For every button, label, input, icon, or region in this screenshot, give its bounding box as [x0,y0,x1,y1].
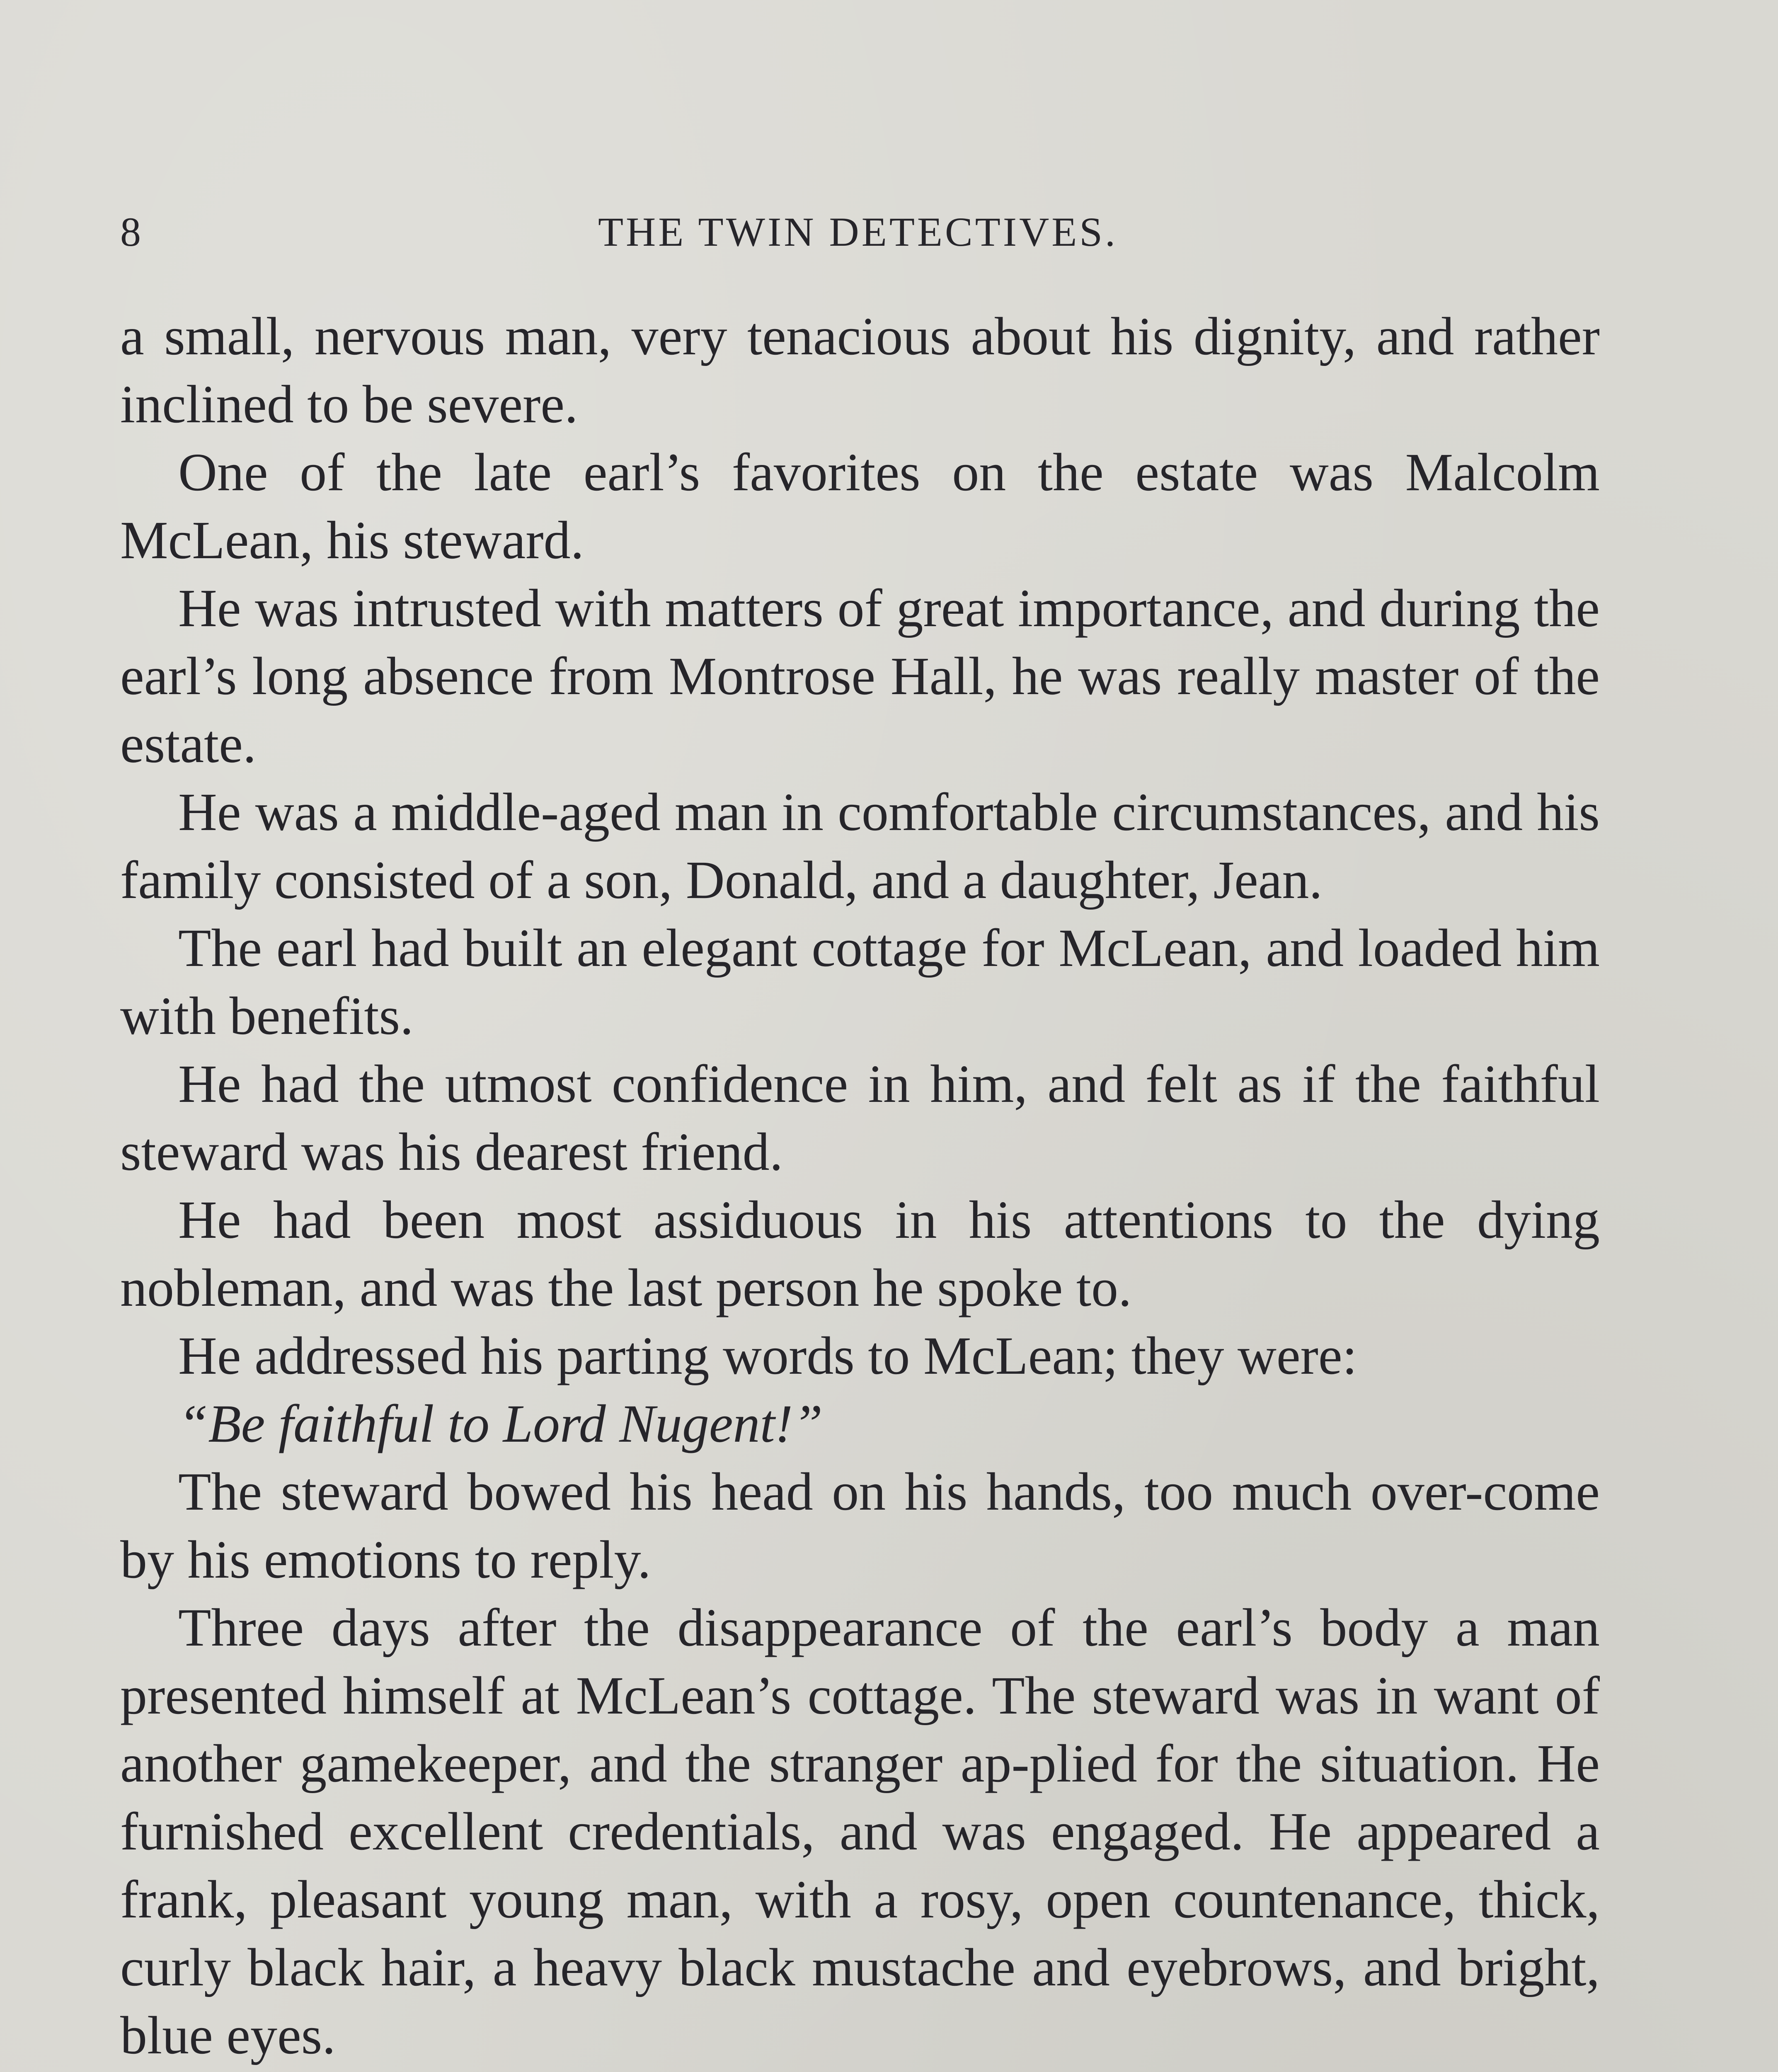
paragraph [120,2070,1600,2072]
paragraph: He had the utmost confidence in him, and felt as if the faithful steward was his dearest friend. [120,1054,1600,1182]
paragraph: He had been most assiduous in his attentions to the dying nobleman, and was the last person he spoke to. [120,1190,1600,1318]
running-title: THE TWIN DETECTIVES. [598,209,1118,255]
body-text [120,303,1600,2072]
page-number: 8 [120,209,141,255]
paragraph: “Be faithful to Lord Nugent!” [178,1394,823,1454]
paragraph: One of the late earl’s favorites on the estate was Malcolm McLean, his steward. [120,443,1600,570]
paragraph: a small, nervous man, very tenacious about his dignity, and rather inclined to be severe. [120,307,1600,434]
paragraph: The steward bowed his head on his hands, too much over-come by his emotions to reply. [120,1462,1600,1590]
paragraph: The earl had built an elegant cottage for McLean, and loaded him with benefits. [120,918,1600,1046]
paragraph: Three days after the disappearance of the earl’s body a man presented himself at McLean’s cottage. The steward was in want of another gamekeeper, and the stranger ap-plied for the situation. He furnished excellent credentials, and was engaged. He appeared a frank, pleasant young man, with a rosy, open countenance, thick, curly black hair, a heavy black mustache and eyebrows, and bright, blue eyes. [120,1598,1600,2065]
page-header [120,195,1596,269]
paragraph: He was intrusted with matters of great importance, and during the earl’s long absence from Montrose Hall, he was really master of the estate. [120,579,1600,774]
paragraph: He addressed his parting words to McLean; they were: [178,1326,1357,1386]
paragraph: He was a middle-aged man in comfortable circumstances, and his family consisted of a son, Donald, and a daughter, Jean. [120,782,1600,910]
